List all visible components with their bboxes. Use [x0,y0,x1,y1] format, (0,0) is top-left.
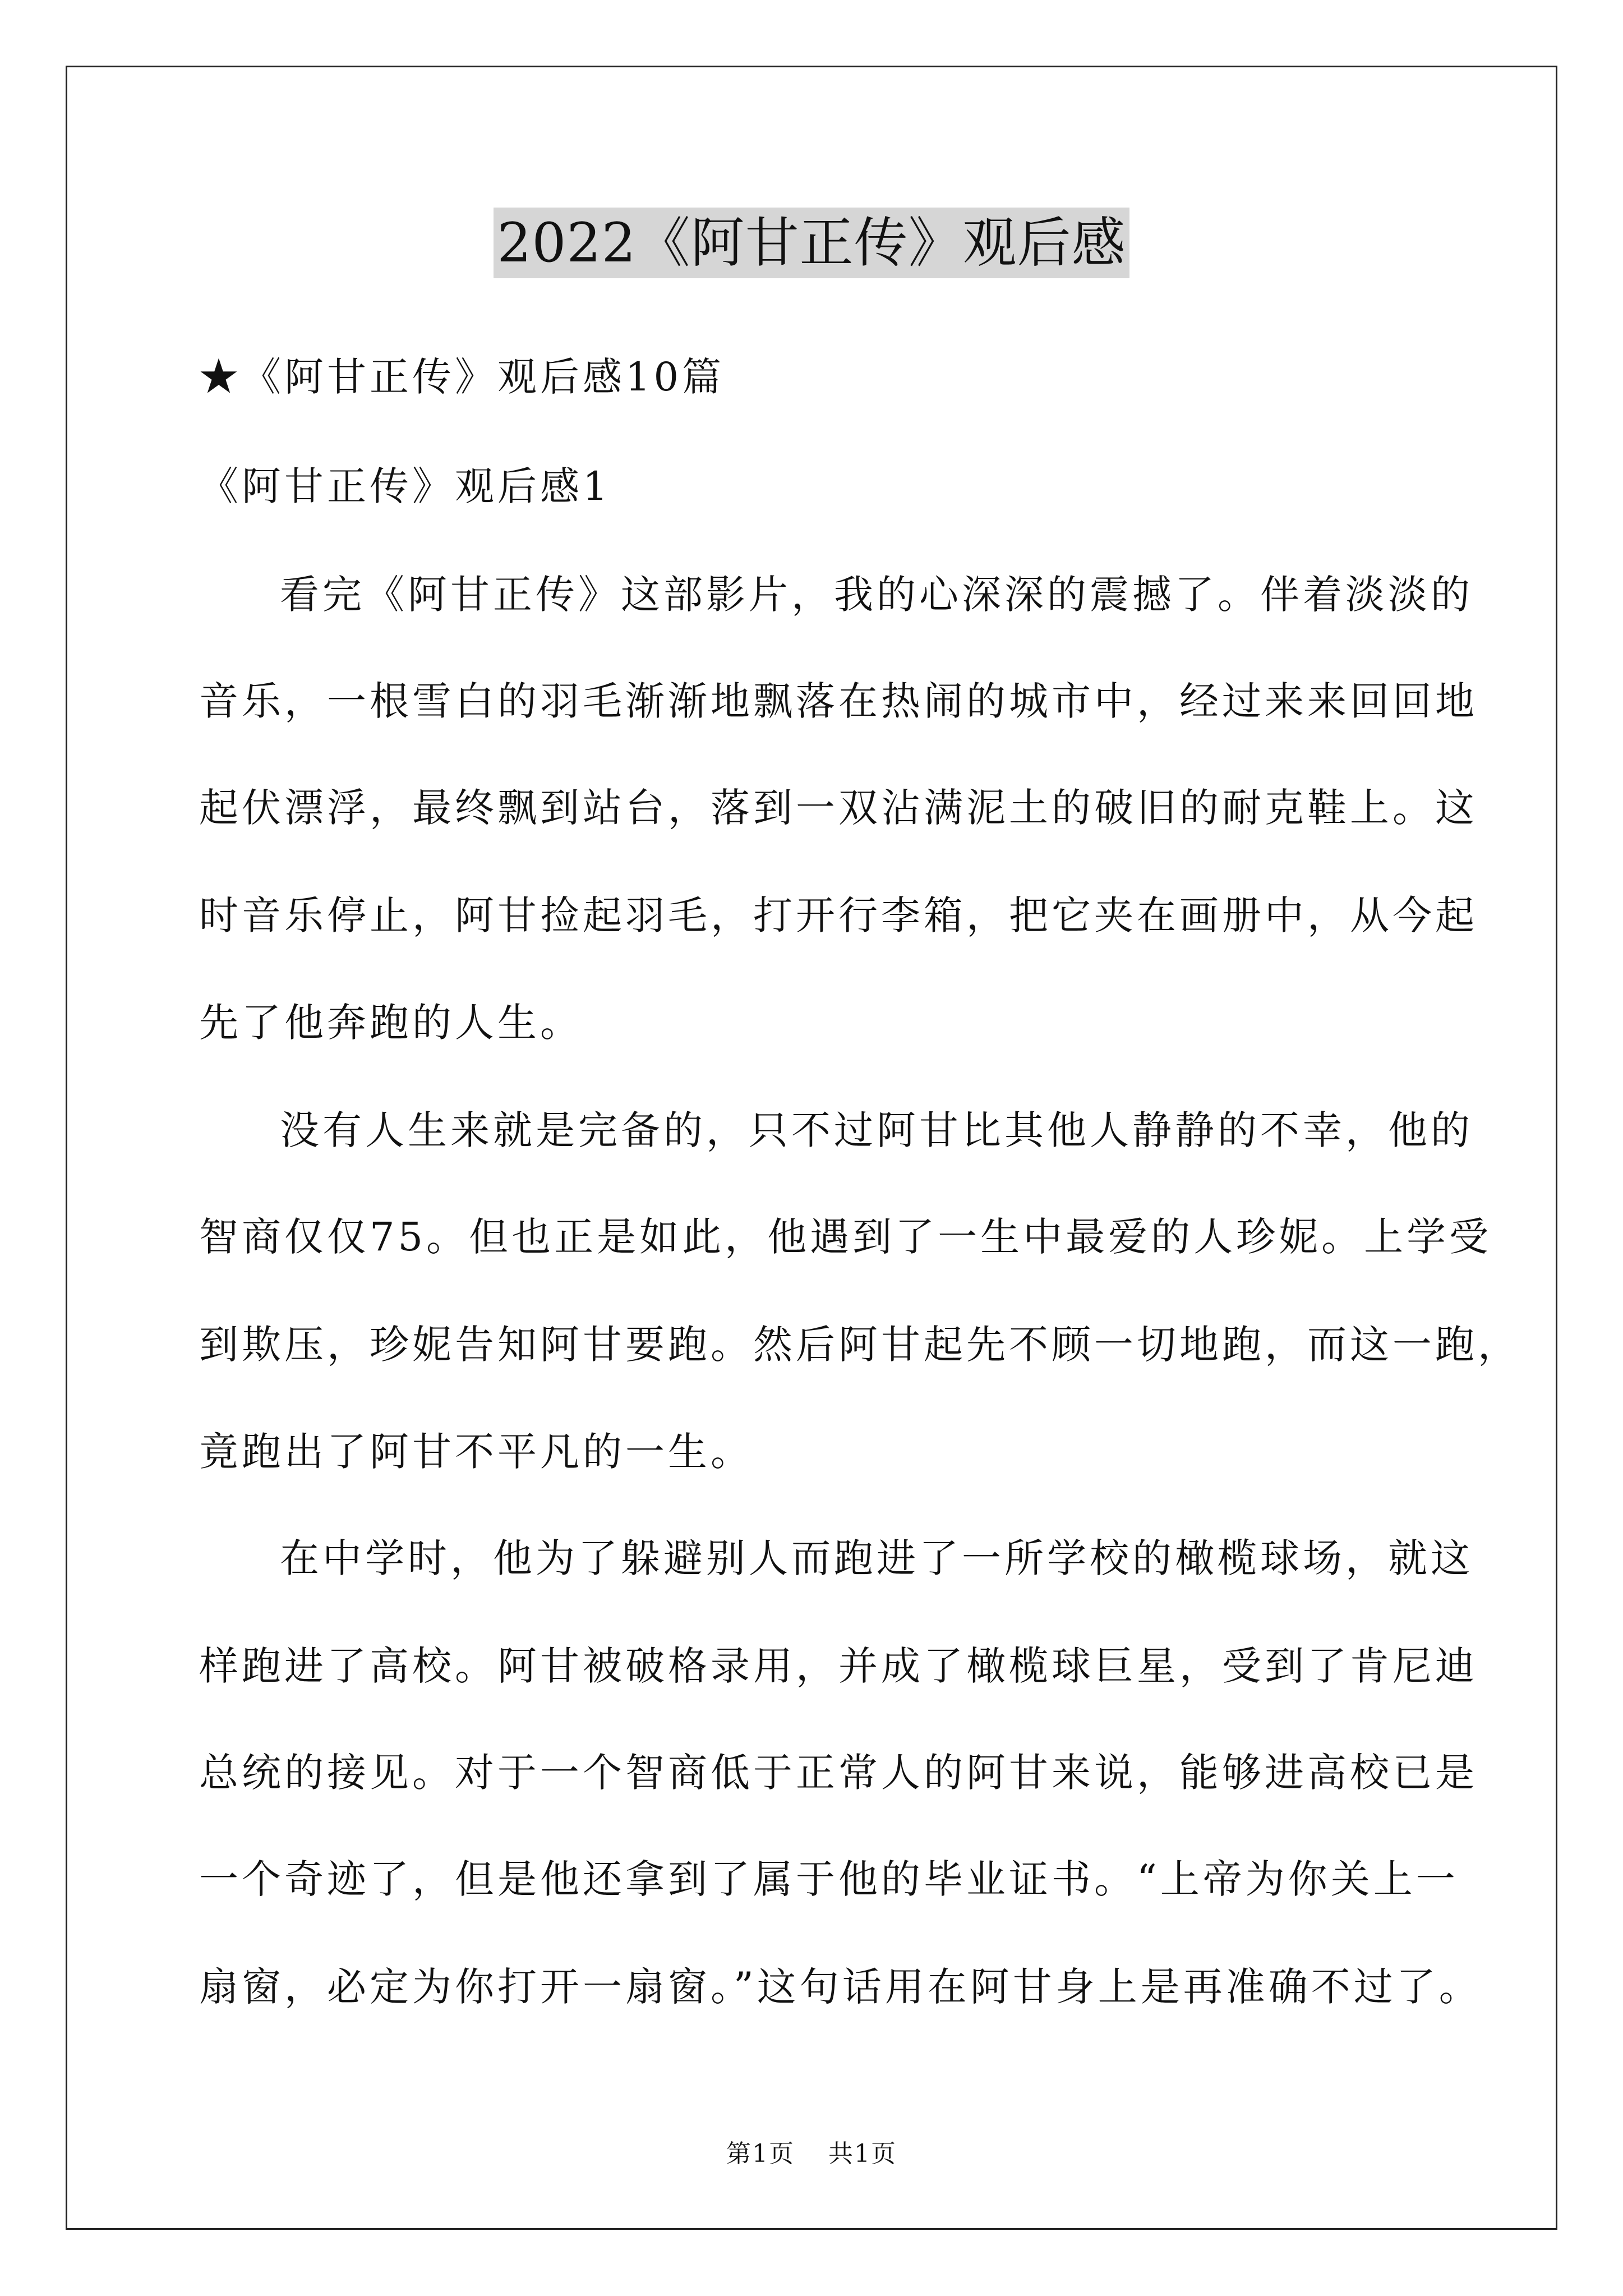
paragraph-2-line-2: 智商仅仅75。但也正是如此，他遇到了一生中最爱的人珍妮。上学受 [199,1214,1492,1260]
paragraph-2-line-3: 到欺压，珍妮告知阿甘要跑。然后阿甘起先不顾一切地跑，而这一跑， [199,1322,1520,1368]
paragraph-1-line-4: 时音乐停止，阿甘捡起羽毛，打开行李箱，把它夹在画册中，从今起 [199,892,1478,938]
paragraph-3-line-1: 在中学时，他为了躲避别人而跑进了一所学校的橄榄球场，就这 [280,1535,1473,1581]
paragraph-3-line-5: 扇窗，必定为你打开一扇窗。”这句话用在阿甘身上是再准确不过了。 [199,1964,1482,2010]
page-number: 第1页 [726,2139,795,2168]
paragraph-1-line-1: 看完《阿甘正传》这部影片，我的心深深的震撼了。伴着淡淡的 [280,572,1473,618]
paragraph-2-line-1: 没有人生来就是完备的，只不过阿甘比其他人静静的不幸，他的 [280,1107,1473,1153]
page-footer [0,2140,1623,2168]
section-heading: 《阿甘正传》观后感1 [199,463,611,509]
paragraph-2-line-4: 竟跑出了阿甘不平凡的一生。 [199,1429,753,1475]
paragraph-3-line-2: 样跑进了高校。阿甘被破格录用，并成了橄榄球巨星，受到了肯尼迪 [199,1643,1478,1689]
paragraph-3-line-4: 一个奇迹了，但是他还拿到了属于他的毕业证书。“上帝为你关上一 [199,1856,1459,1902]
document-title: 2022《阿甘正传》观后感 [494,208,1129,278]
paragraph-1-line-2: 音乐，一根雪白的羽毛渐渐地飘落在热闹的城市中，经过来来回回地 [199,678,1478,724]
paragraph-1-line-3: 起伏漂浮，最终飘到站台，落到一双沾满泥土的破旧的耐克鞋上。这 [199,785,1478,831]
subtitle: ★《阿甘正传》观后感10篇 [199,354,725,400]
paragraph-3-line-3: 总统的接见。对于一个智商低于正常人的阿甘来说，能够进高校已是 [199,1750,1478,1796]
title-container [0,208,1623,278]
paragraph-1-line-5: 先了他奔跑的人生。 [199,1000,583,1046]
page-total: 共1页 [828,2139,897,2168]
